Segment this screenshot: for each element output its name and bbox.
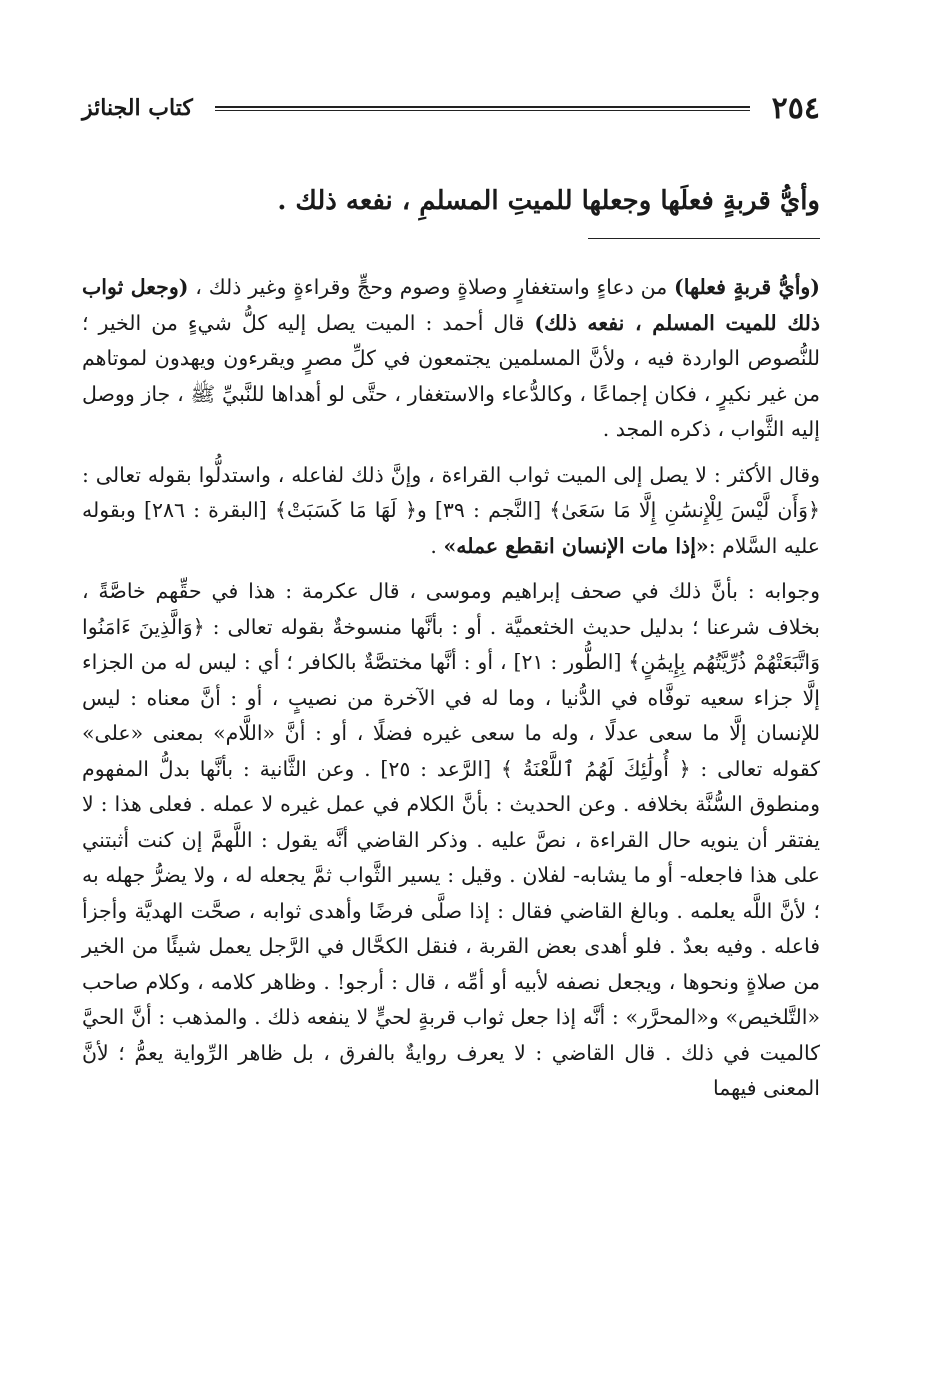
commentary-paragraph-3: وجوابه : بأنَّ ذلك في صحف إبراهيم وموسى ، قال عكرمة : هذا في حقِّهم خاصَّةً ، بخلاف شرعنا ؛ بدليل حديث الخثعميَّة . أو : بأنَّها منسوخةٌ بقوله تعالى : ﴿وَالَّذِينَ ءَامَنُوا وَاتَّبَعَتْهُمْ ذُرِّيَّتُهُم بِإِيمَٰنٍ﴾ [الطُّور : ٢١] ، أو : أنَّها مختصَّةٌ بالكافر ؛ أي : ليس له من الجزاء إلَّا جزاء سعيه توفَّاه في الدُّنيا ، وما له في الآخرة من نصيبٍ ، أو : أنَّ معناه : ليس للإنسان إلَّا ما سعى عدلًا ، وله ما سعى غيره فضلًا ، أو : أنَّ «اللَّام» بمعنى «على» كقوله تعالى : ﴿ أُولَٰئِكَ لَهُمُ ٱللَّعْنَةُ ﴾ [الرَّعد : ٢٥] . وعن الثَّانية : بأنَّها بدلُّ المفهوم ومنطوق السُّنَّة بخلافه . وعن الحديث : بأنَّ الكلام في عمل غيره لا عمله . فعلى هذا : لا يفتقر أن ينويه حال القراءة ، نصَّ عليه . وذكر القاضي أنَّه يقول : اللَّهمَّ إن كنت أثبتني على هذا فاجعله- أو ما يشابه- لفلان . وقيل : يسير الثَّواب ثمَّ يجعله له ، ولا يضرُّ جهله به ؛ لأنَّ اللَّه يعلمه . وبالغ القاضي فقال : إذا صلَّى فرضًا وأهدى ثوابه ، صحَّت الهديَّة وأجزأ فاعله . وفيه بعدٌ . فلو أهدى بعض القربة ، فنقل الكحَّال في الرَّجل يعمل شيئًا من الخير من صلاةٍ ونحوها ، ويجعل نصفه لأبيه أو أمِّه ، قال : أرجو! . وظاهر كلامه ، وكلام صاحب «التَّلخيص» و«المحرَّر» : أنَّه إذا جعل ثواب قربةٍ لحيٍّ لا ينفعه ذلك . والمذهب : أنَّ الحيَّ كالميت في ذلك . قال القاضي : لا يعرف روايةٌ بالفرق ، بل ظاهر الرِّواية يعمُّ ؛ لأنَّ المعنى فيهما: [82, 579, 820, 1100]
page-number: ٢٥٤: [771, 90, 820, 126]
commentary-paragraph-2: [82, 458, 820, 565]
header-rule: [215, 106, 750, 111]
matn-text: وأيُّ قربةٍ فعلَها وجعلها للميتِ المسلمِ ، نفعه ذلك .: [277, 186, 820, 216]
book-title: كتاب الجنائز: [82, 95, 193, 121]
commentary-text: .: [430, 533, 444, 558]
commentary: [82, 270, 820, 1117]
matn-separator: [588, 238, 820, 239]
commentary-text: قال أحمد : الميت يصل إليه كلُّ شيءٍ من الخير ؛ للنُّصوص الواردة فيه ، ولأنَّ المسلمين يجتمعون في كلِّ مصرٍ ويقرءون ويهدون لموتاهم من غير نكيرٍ ، فكان إجماعًا ، وكالدُّعاء والاستغفار ، حتَّى لو أهداها للنَّبيِّ ﷺ ، جاز ووصل إليه الثَّواب ، ذكره المجد .: [82, 310, 820, 441]
quoted-matn: (وجعل ثواب ذلك للميت المسلم ، نفعه ذلك): [82, 275, 820, 335]
hadith-quote: «إذا مات الإنسان انقطع عمله»: [443, 533, 709, 558]
quoted-matn: (وأيُّ قربةٍ فعلها): [674, 275, 820, 299]
running-header: [82, 88, 820, 128]
commentary-text: من دعاءٍ واستغفارٍ وصلاةٍ وصوم وحجٍّ وقراءةٍ وغير ذلك ،: [188, 275, 675, 299]
commentary-paragraph-1: [82, 270, 820, 448]
commentary-text: وقال الأكثر : لا يصل إلى الميت ثواب القراءة ، وإنَّ ذلك لفاعله ، واستدلُّوا بقوله تعالى : ﴿وَأَن لَّيْسَ لِلْإِنسَٰنِ إِلَّا مَا سَعَىٰ﴾ [النَّجم : ٣٩] و﴿ لَهَا مَا كَسَبَتْ﴾ [البقرة : ٢٨٦] وبقوله عليه السَّلام :: [82, 462, 820, 558]
